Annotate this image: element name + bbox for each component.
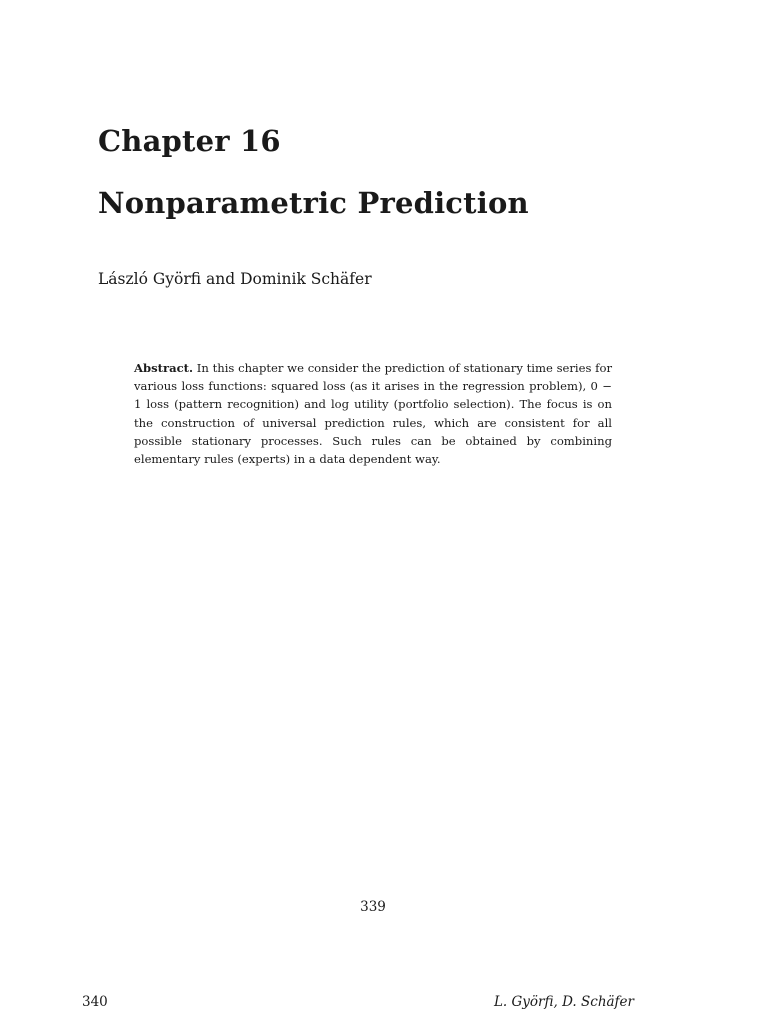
footer-page-number: 340 — [82, 994, 108, 1010]
abstract-text: In this chapter we consider the prediction of stationary time series for various loss functions: squared loss (as it arises in the regression problem), 0 − 1 loss (pattern recognition) and log utility (portfolio selection). The focus is on the construction of universal prediction rules, which are consistent for all possible stationary processes. Such rules can be obtained by combining elementary rules (experts) in a data dependent way. — [134, 361, 612, 467]
abstract — [134, 359, 612, 468]
abstract-label: Abstract. — [134, 361, 194, 375]
page-number: 339 — [360, 899, 386, 915]
authors: László Györfi and Dominik Schäfer — [98, 270, 372, 288]
chapter-number: Chapter 16 — [98, 124, 281, 158]
footer-running-head: L. Györfi, D. Schäfer — [493, 994, 634, 1010]
chapter-title: Nonparametric Prediction — [98, 186, 529, 220]
